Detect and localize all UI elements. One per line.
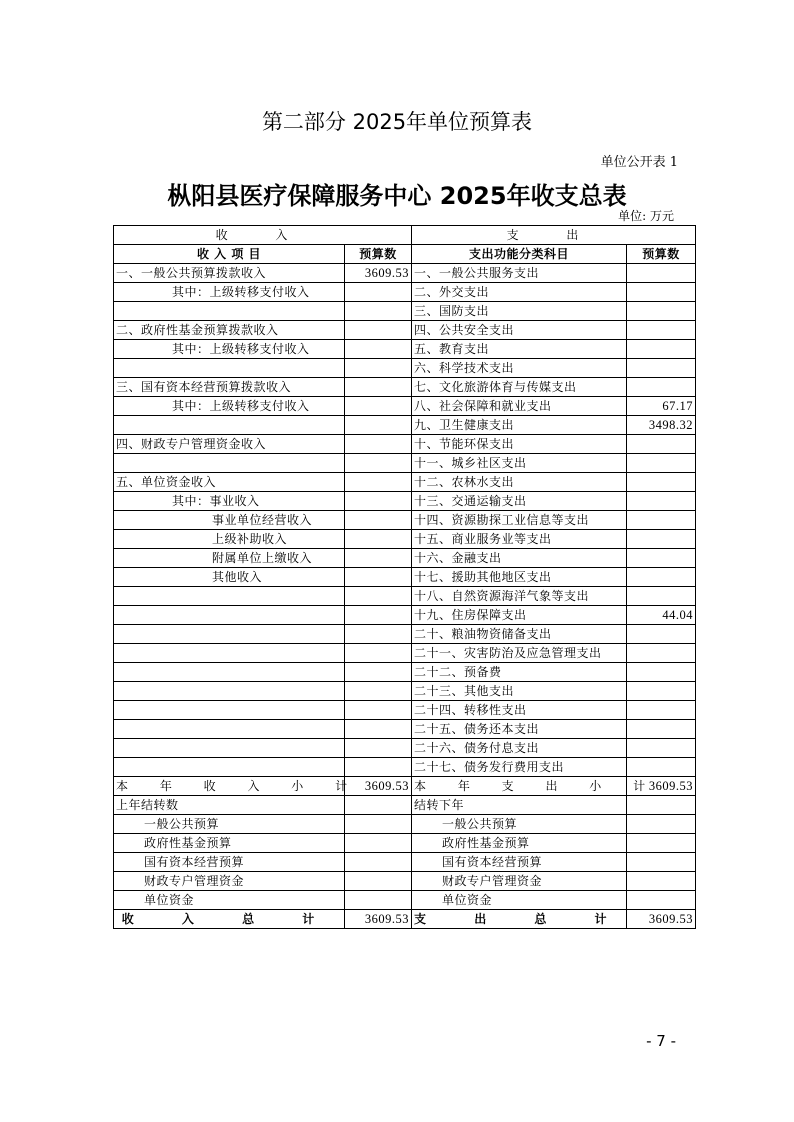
income-item-cell: 二、政府性基金预算拨款收入 (114, 321, 345, 340)
header-row-top (114, 226, 696, 245)
income-amount-header: 预算数 (345, 245, 412, 264)
carryover-expense-amount (627, 815, 696, 834)
expense-amount-cell (627, 644, 696, 663)
expense-amount-cell (627, 492, 696, 511)
carryover-income-item: 国有资本经营预算 (114, 853, 345, 872)
expense-item-cell: 十八、自然资源海洋气象等支出 (412, 587, 627, 606)
income-total-value: 3609.53 (345, 910, 412, 929)
income-item-cell: 其中：事业收入 (114, 492, 345, 511)
expense-amount-cell (627, 359, 696, 378)
expense-amount-cell (627, 701, 696, 720)
carryover-income-amount (345, 815, 412, 834)
expense-total-value: 3609.53 (627, 910, 696, 929)
expense-item-cell: 十一、城乡社区支出 (412, 454, 627, 473)
income-item-cell (114, 454, 345, 473)
income-amount-cell (345, 530, 412, 549)
expense-item-cell: 六、科学技术支出 (412, 359, 627, 378)
carryover-income-item: 财政专户管理资金 (114, 872, 345, 891)
table-row (114, 378, 696, 397)
income-amount-cell (345, 701, 412, 720)
expense-amount-cell (627, 454, 696, 473)
income-item-cell: 其中：上级转移支付收入 (114, 283, 345, 302)
income-item-cell (114, 606, 345, 625)
expense-amount-header: 预算数 (627, 245, 696, 264)
expense-amount-cell: 3498.32 (627, 416, 696, 435)
expense-amount-cell (627, 739, 696, 758)
carryover-expense-amount (627, 796, 696, 815)
income-item-cell (114, 416, 345, 435)
income-amount-cell (345, 758, 412, 777)
expense-item-header: 支出功能分类科目 (412, 245, 627, 264)
carryover-expense-amount (627, 853, 696, 872)
expense-amount-cell (627, 758, 696, 777)
expense-item-cell: 十二、农林水支出 (412, 473, 627, 492)
expense-amount-cell (627, 663, 696, 682)
income-amount-cell (345, 663, 412, 682)
expense-item-cell: 七、文化旅游体育与传媒支出 (412, 378, 627, 397)
carryover-income-amount (345, 891, 412, 910)
income-amount-cell (345, 606, 412, 625)
income-item-cell: 其中：上级转移支付收入 (114, 340, 345, 359)
income-item-cell (114, 701, 345, 720)
carryover-expense-amount (627, 872, 696, 891)
table-row (114, 340, 696, 359)
expense-amount-cell (627, 283, 696, 302)
table-row (114, 606, 696, 625)
expense-item-cell: 二十四、转移性支出 (412, 701, 627, 720)
expense-item-cell: 二十六、债务付息支出 (412, 739, 627, 758)
expense-amount-cell (627, 302, 696, 321)
table-row (114, 625, 696, 644)
expense-amount-cell (627, 378, 696, 397)
expense-amount-cell (627, 568, 696, 587)
income-item-cell: 四、财政专户管理资金收入 (114, 435, 345, 454)
table-row (114, 435, 696, 454)
income-item-header: 收 入 项 目 (114, 245, 345, 264)
carryover-row (114, 834, 696, 853)
carryover-income-amount (345, 796, 412, 815)
income-amount-cell (345, 416, 412, 435)
subtotal-row (114, 777, 696, 796)
carryover-expense-item: 单位资金 (412, 891, 627, 910)
carryover-income-amount (345, 853, 412, 872)
income-item-cell (114, 682, 345, 701)
income-amount-cell (345, 682, 412, 701)
income-header: 收 入 (114, 226, 412, 245)
expense-item-cell: 二十五、债务还本支出 (412, 720, 627, 739)
expense-item-cell: 二十、粮油物资储备支出 (412, 625, 627, 644)
income-item-cell (114, 644, 345, 663)
table-row (114, 682, 696, 701)
expense-item-cell: 二十二、预备费 (412, 663, 627, 682)
income-amount-cell (345, 321, 412, 340)
carryover-row (114, 853, 696, 872)
table-row (114, 587, 696, 606)
income-amount-cell (345, 359, 412, 378)
income-amount-cell (345, 644, 412, 663)
table-row (114, 454, 696, 473)
expense-subtotal-label: 本 年 支 出 小 计 (412, 777, 627, 796)
expense-item-cell: 十六、金融支出 (412, 549, 627, 568)
table-row (114, 511, 696, 530)
table-row (114, 492, 696, 511)
table-row (114, 701, 696, 720)
total-row (114, 910, 696, 929)
income-amount-cell (345, 720, 412, 739)
expense-amount-cell (627, 625, 696, 644)
income-amount-cell (345, 340, 412, 359)
expense-item-cell: 八、社会保障和就业支出 (412, 397, 627, 416)
income-item-cell: 事业单位经营收入 (114, 511, 345, 530)
expense-item-cell: 二十一、灾害防治及应急管理支出 (412, 644, 627, 663)
table-row (114, 720, 696, 739)
income-item-cell (114, 720, 345, 739)
expense-item-cell: 二十三、其他支出 (412, 682, 627, 701)
expense-amount-cell: 44.04 (627, 606, 696, 625)
income-amount-cell (345, 302, 412, 321)
expense-amount-cell (627, 264, 696, 283)
income-amount-cell (345, 549, 412, 568)
expense-item-cell: 十五、商业服务业等支出 (412, 530, 627, 549)
table-row (114, 549, 696, 568)
expense-item-cell: 五、教育支出 (412, 340, 627, 359)
table-row (114, 359, 696, 378)
table-row (114, 283, 696, 302)
income-amount-cell (345, 587, 412, 606)
table-row (114, 302, 696, 321)
carryover-row (114, 815, 696, 834)
income-item-cell: 三、国有资本经营预算拨款收入 (114, 378, 345, 397)
income-item-cell (114, 302, 345, 321)
income-total-label: 收 入 总 计 (114, 910, 345, 929)
carryover-row (114, 891, 696, 910)
table-row (114, 416, 696, 435)
table-row (114, 321, 696, 340)
expense-total-label: 支 出 总 计 (412, 910, 627, 929)
expense-item-cell: 十九、住房保障支出 (412, 606, 627, 625)
expense-amount-cell (627, 340, 696, 359)
income-subtotal-value: 3609.53 (345, 777, 412, 796)
carryover-row (114, 796, 696, 815)
expense-item-cell: 十四、资源勘探工业信息等支出 (412, 511, 627, 530)
income-amount-cell (345, 397, 412, 416)
expense-item-cell: 二十七、债务发行费用支出 (412, 758, 627, 777)
income-amount-cell (345, 511, 412, 530)
income-item-cell: 上级补助收入 (114, 530, 345, 549)
carryover-expense-item: 国有资本经营预算 (412, 853, 627, 872)
carryover-expense-item: 财政专户管理资金 (412, 872, 627, 891)
carryover-expense-amount (627, 834, 696, 853)
expense-item-cell: 二、外交支出 (412, 283, 627, 302)
income-amount-cell (345, 435, 412, 454)
income-amount-cell (345, 625, 412, 644)
header-row-sub (114, 245, 696, 264)
carryover-income-amount (345, 872, 412, 891)
income-amount-cell (345, 378, 412, 397)
income-item-cell (114, 359, 345, 378)
table-row (114, 758, 696, 777)
carryover-expense-item: 一般公共预算 (412, 815, 627, 834)
expense-amount-cell (627, 435, 696, 454)
table-row (114, 397, 696, 416)
table-row (114, 264, 696, 283)
expense-item-cell: 十七、援助其他地区支出 (412, 568, 627, 587)
expense-amount-cell: 67.17 (627, 397, 696, 416)
table-row (114, 568, 696, 587)
income-amount-cell (345, 454, 412, 473)
expense-item-cell: 三、国防支出 (412, 302, 627, 321)
table-row (114, 473, 696, 492)
expense-amount-cell (627, 473, 696, 492)
expense-amount-cell (627, 720, 696, 739)
expense-amount-cell (627, 511, 696, 530)
income-amount-cell: 3609.53 (345, 264, 412, 283)
expense-subtotal-value: 3609.53 (627, 777, 696, 796)
carryover-income-item: 上年结转数 (114, 796, 345, 815)
expense-header: 支 出 (412, 226, 696, 245)
income-item-cell (114, 663, 345, 682)
income-amount-cell (345, 568, 412, 587)
income-item-cell (114, 739, 345, 758)
income-amount-cell (345, 739, 412, 758)
carryover-expense-item: 结转下年 (412, 796, 627, 815)
expense-amount-cell (627, 530, 696, 549)
expense-amount-cell (627, 682, 696, 701)
income-subtotal-label: 本 年 收 入 小 计 (114, 777, 345, 796)
table-row (114, 663, 696, 682)
carryover-expense-amount (627, 891, 696, 910)
expense-item-cell: 十、节能环保支出 (412, 435, 627, 454)
carryover-income-item: 一般公共预算 (114, 815, 345, 834)
table-row (114, 530, 696, 549)
expense-item-cell: 九、卫生健康支出 (412, 416, 627, 435)
income-item-cell: 其他收入 (114, 568, 345, 587)
expense-amount-cell (627, 549, 696, 568)
income-amount-cell (345, 492, 412, 511)
expense-amount-cell (627, 587, 696, 606)
income-item-cell: 一、一般公共预算拨款收入 (114, 264, 345, 283)
carryover-income-amount (345, 834, 412, 853)
form-number: 单位公开表 1 (600, 155, 678, 170)
expense-item-cell: 一、一般公共服务支出 (412, 264, 627, 283)
carryover-income-item: 政府性基金预算 (114, 834, 345, 853)
income-amount-cell (345, 283, 412, 302)
budget-summary-table (113, 225, 696, 929)
table-row (114, 644, 696, 663)
page-number: - 7 - (646, 1032, 676, 1050)
expense-item-cell: 四、公共安全支出 (412, 321, 627, 340)
table-title: 枞阳县医疗保障服务中心 2025年收支总表 (167, 182, 627, 210)
part-title: 第二部分 2025年单位预算表 (261, 110, 533, 134)
income-item-cell: 其中：上级转移支付收入 (114, 397, 345, 416)
income-item-cell: 五、单位资金收入 (114, 473, 345, 492)
carryover-income-item: 单位资金 (114, 891, 345, 910)
income-item-cell: 附属单位上缴收入 (114, 549, 345, 568)
unit-label: 单位: 万元 (618, 209, 674, 223)
expense-amount-cell (627, 321, 696, 340)
income-item-cell (114, 758, 345, 777)
income-item-cell (114, 587, 345, 606)
carryover-row (114, 872, 696, 891)
carryover-expense-item: 政府性基金预算 (412, 834, 627, 853)
income-item-cell (114, 625, 345, 644)
table-row (114, 739, 696, 758)
expense-item-cell: 十三、交通运输支出 (412, 492, 627, 511)
income-amount-cell (345, 473, 412, 492)
